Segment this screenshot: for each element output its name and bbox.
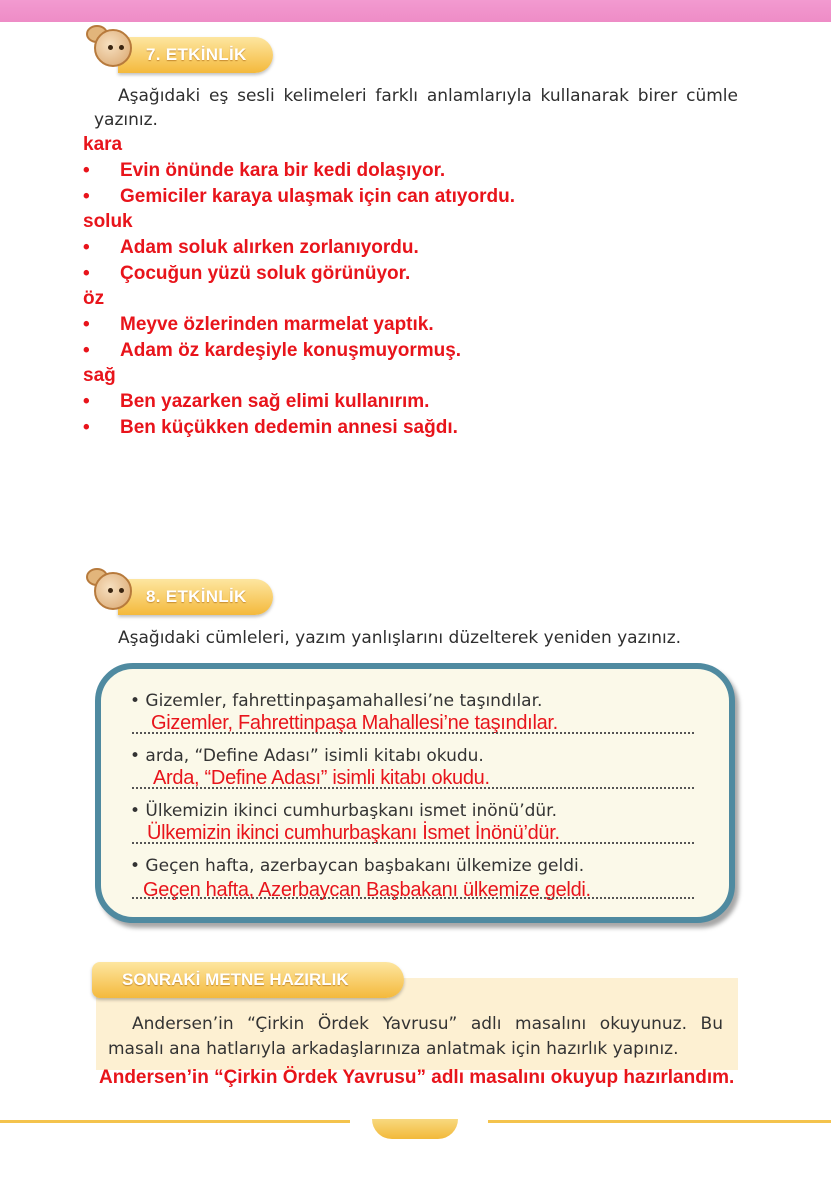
activity-7-instruction-line1: Aşağıdaki eş sesli kelimeleri farklı anlamlarıyla kullanarak birer cümle xyxy=(118,86,738,106)
sentence-item: • Adam öz kardeşiyle konuşmuyormuş. xyxy=(83,340,462,361)
word-heading: öz xyxy=(83,288,105,309)
word-heading: soluk xyxy=(83,211,133,232)
activity-8-label-text: 8. ETKİNLİK xyxy=(146,587,247,606)
activity-8-label xyxy=(118,579,273,615)
activity-7-instruction-line2: yazınız. xyxy=(94,110,158,130)
exercise-original-sentence: • Geçen hafta, azerbaycan başbakanı ülkemize geldi. xyxy=(130,856,585,876)
exercise-original-sentence: • Ülkemizin ikinci cumhurbaşkanı ismet inönü’dür. xyxy=(130,801,558,821)
answer-dotted-line xyxy=(132,842,694,844)
mascot-icon xyxy=(86,25,136,73)
sentence-item: • Ben yazarken sağ elimi kullanırım. xyxy=(83,391,430,412)
footer-line-left xyxy=(0,1120,350,1123)
sentence-item: • Gemiciler karaya ulaşmak için can atıyordu. xyxy=(83,186,515,207)
preparation-text: Andersen’in “Çirkin Ördek Yavrusu” adlı masalını okuyunuz. Bu masalı ana hatlarıyla arkadaşlarınıza anlatmak için hazırlık yapınız. xyxy=(108,1014,723,1059)
sentence-item: • Adam soluk alırken zorlanıyordu. xyxy=(83,237,419,258)
exercise-answer: Ülkemizin ikinci cumhurbaşkanı İsmet İnönü’dür. xyxy=(147,822,560,844)
exercise-answer: Geçen hafta, Azerbaycan Başbakanı ülkemize geldi. xyxy=(143,879,591,901)
mascot-icon xyxy=(86,568,136,616)
page-number-tab xyxy=(372,1119,458,1139)
preparation-label-text: SONRAKİ METNE HAZIRLIK xyxy=(122,970,349,989)
activity-8-instruction: Aşağıdaki cümleleri, yazım yanlışlarını düzelterek yeniden yazınız. xyxy=(118,628,682,648)
sentence-item: • Ben küçükken dedemin annesi sağdı. xyxy=(83,417,458,438)
top-color-band xyxy=(0,0,831,22)
exercise-answer: Gizemler, Fahrettinpaşa Mahallesi’ne taşındılar. xyxy=(151,712,558,734)
sentence-item: • Evin önünde kara bir kedi dolaşıyor. xyxy=(83,160,446,181)
footer-line-right xyxy=(488,1120,831,1123)
activity-7-label xyxy=(118,37,273,73)
answer-dotted-line xyxy=(132,897,694,899)
sentence-item: • Meyve özlerinden marmelat yaptık. xyxy=(83,314,434,335)
exercise-original-sentence: • Gizemler, fahrettinpaşamahallesi’ne taşındılar. xyxy=(130,691,543,711)
word-heading: sağ xyxy=(83,365,116,386)
word-heading: kara xyxy=(83,134,123,155)
preparation-answer: Andersen’in “Çirkin Ördek Yavrusu” adlı masalını okuyup hazırlandım. xyxy=(99,1067,735,1088)
exercise-original-sentence: • arda, “Define Adası” isimli kitabı okudu. xyxy=(130,746,484,766)
exercise-answer: Arda, “Define Adası” isimli kitabı okudu. xyxy=(153,767,490,789)
answer-dotted-line xyxy=(132,787,694,789)
activity-7-label-text: 7. ETKİNLİK xyxy=(146,45,247,64)
sentence-item: • Çocuğun yüzü soluk görünüyor. xyxy=(83,263,411,284)
answer-dotted-line xyxy=(132,732,694,734)
preparation-label xyxy=(92,962,404,998)
